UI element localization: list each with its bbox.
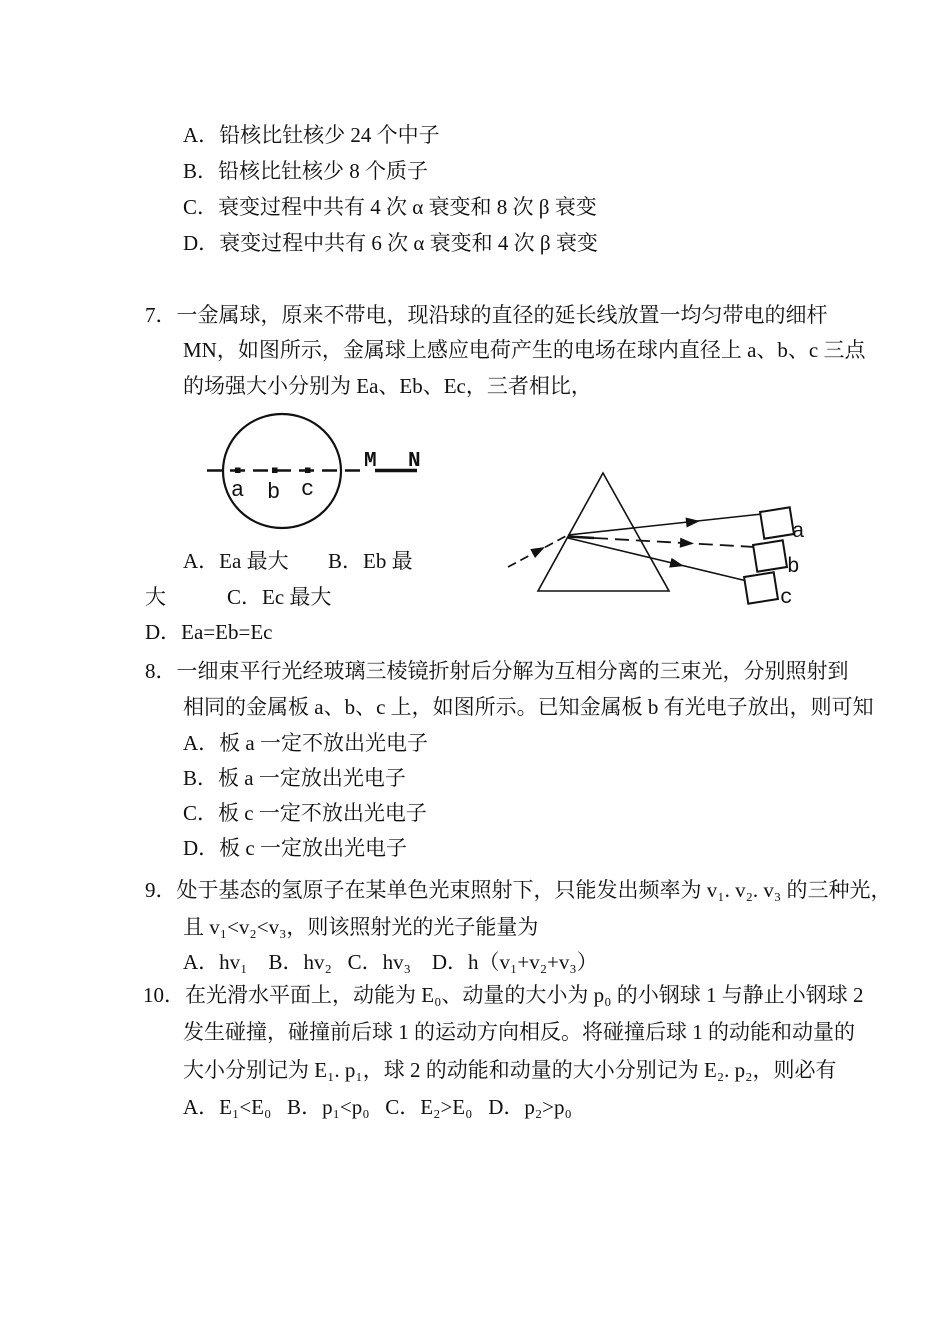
q7-line3: 的场强大小分别为 Ea、Eb、Ec，三者相比， (183, 374, 592, 398)
incident-ray-arrow (530, 543, 547, 558)
prism-triangle (538, 473, 669, 591)
point-a-dot (235, 468, 241, 474)
point-c-dot (305, 468, 311, 474)
q7-option-b: B．Eb 最 (328, 549, 413, 573)
q8-option-d: D．板 c 一定放出光电子 (183, 836, 407, 860)
q10-line3: 大小分别记为 E₁. p₁，球 2 的动能和动量的大小分别记为 E₂. p₂，则必有 (183, 1058, 837, 1082)
q7-option-d: D．Ea=Eb=Ec (145, 620, 273, 644)
q9-options: A．hv₁ B．hv₂ C．hv₃ D．h（v₁+v₂+v₃） (183, 950, 598, 974)
point-b-label: b (267, 480, 281, 505)
q9-line2: 且 v₁<v₂<v₃，则该照射光的光子能量为 (183, 915, 539, 939)
sphere-rod-diagram (195, 400, 440, 540)
rod-m-label: M (364, 450, 377, 473)
sphere-rod-svg (195, 400, 440, 540)
point-b-dot (272, 468, 278, 474)
q7-line2: MN，如图所示，金属球上感应电荷产生的电场在球内直径上 a、b、c 三点 (183, 338, 866, 362)
q7-line1: 7．一金属球，原来不带电，现沿球的直径的延长线放置一均匀带电的细杆 (145, 303, 828, 327)
rod-n-label: N (408, 450, 421, 473)
q8-option-a: A．板 a 一定不放出光电子 (183, 731, 428, 755)
plate-a-label: a (792, 521, 805, 544)
plate-c (744, 572, 778, 603)
q8-option-b: B．板 a 一定放出光电子 (183, 766, 406, 790)
ray-c-arrow (669, 558, 685, 571)
plate-c-label: c (780, 587, 793, 610)
plate-b (753, 540, 787, 571)
q10-options: A．E₁<E₀ B．p₁<p₀ C．E₂>E₀ D．p₂>p₀ (183, 1095, 572, 1119)
ray-a-arrow (686, 516, 701, 527)
q6-option-b: B．铅核比钍核少 8 个质子 (183, 159, 429, 183)
q8-line1: 8．一细束平行光经玻璃三棱镜折射后分解为互相分离的三束光，分别照射到 (145, 659, 849, 683)
q7-option-c: C．Ec 最大 (227, 585, 332, 609)
q8-option-c: C．板 c 一定不放出光电子 (183, 801, 427, 825)
prism-svg (495, 455, 840, 620)
q6-option-d: D．衰变过程中共有 6 次 α 衰变和 4 次 β 衰变 (183, 231, 598, 255)
q7-option-b-cont: 大 (145, 585, 166, 609)
ray-b-stub (568, 537, 594, 539)
prism-diagram (495, 455, 840, 620)
q6-option-c: C．衰变过程中共有 4 次 α 衰变和 8 次 β 衰变 (183, 195, 597, 219)
plate-b-label: b (787, 556, 800, 579)
plate-a (760, 507, 794, 538)
q10-line1: 10．在光滑水平面上，动能为 E₀、动量的大小为 p₀ 的小钢球 1 与静止小钢球 2 (143, 983, 864, 1007)
point-a-label: a (231, 478, 245, 503)
ray-b-arrow (680, 538, 695, 549)
q9-line1: 9．处于基态的氢原子在某单色光束照射下，只能发出频率为 v₁. v₂. v₃ 的三种光， (145, 878, 892, 902)
q7-option-a: A．Ea 最大 (183, 549, 289, 573)
q10-line2: 发生碰撞，碰撞前后球 1 的运动方向相反。将碰撞后球 1 的动能和动量的 (183, 1020, 855, 1044)
ray-a (568, 514, 762, 535)
ray-b (594, 538, 755, 547)
q6-option-a: A．铅核比钍核少 24 个中子 (183, 123, 440, 147)
point-c-label: c (301, 477, 315, 502)
q8-line2: 相同的金属板 a、b、c 上，如图所示。已知金属板 b 有光电子放出，则可知 (183, 695, 874, 719)
